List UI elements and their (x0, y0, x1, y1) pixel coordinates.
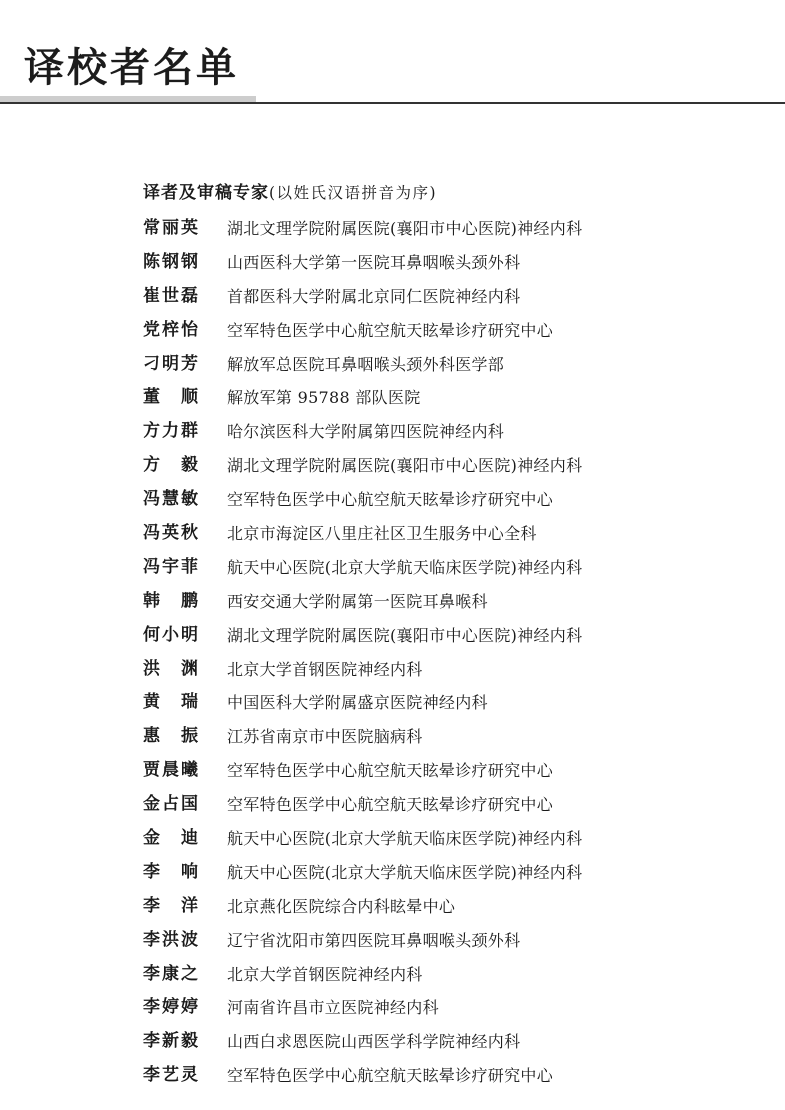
member-affiliation: 空军特色医学中心航空航天眩晕诊疗研究中心 (227, 490, 554, 510)
member-name: 李 洋 (143, 895, 200, 916)
list-item (143, 958, 582, 992)
member-name: 韩 鹏 (143, 590, 200, 611)
member-name: 刁明芳 (143, 353, 200, 374)
title-divider (0, 102, 785, 104)
member-affiliation: 西安交通大学附属第一医院耳鼻喉科 (227, 591, 488, 611)
list-item (143, 653, 582, 687)
member-name: 李 响 (143, 861, 200, 882)
member-name: 方力群 (143, 421, 200, 442)
list-item (143, 348, 582, 382)
list-item (143, 551, 582, 585)
member-affiliation: 空军特色医学中心航空航天眩晕诊疗研究中心 (227, 795, 554, 815)
member-affiliation: 北京大学首钢医院神经内科 (227, 964, 423, 984)
member-affiliation: 哈尔滨医科大学附属第四医院神经内科 (227, 422, 505, 442)
section-heading-note: (以姓氏汉语拼音为序) (269, 184, 438, 202)
list-item (143, 246, 582, 280)
member-list (143, 212, 582, 1093)
member-affiliation: 解放军第 95788 部队医院 (227, 388, 421, 408)
list-item (143, 822, 582, 856)
member-name: 李婷婷 (143, 997, 200, 1018)
member-affiliation: 首都医科大学附属北京同仁医院神经内科 (227, 286, 521, 306)
member-affiliation: 航天中心医院(北京大学航天临床医学院)神经内科 (227, 557, 583, 577)
member-affiliation: 山西白求恩医院山西医学科学院神经内科 (227, 1032, 521, 1052)
list-item (143, 991, 582, 1025)
member-affiliation: 辽宁省沈阳市第四医院耳鼻咽喉头颈外科 (227, 930, 521, 950)
list-item (143, 314, 582, 348)
list-item (143, 754, 582, 788)
member-affiliation: 北京大学首钢医院神经内科 (227, 659, 423, 679)
member-name: 陈钢钢 (143, 251, 200, 272)
member-name: 李艺灵 (143, 1065, 200, 1086)
member-affiliation: 航天中心医院(北京大学航天临床医学院)神经内科 (227, 862, 583, 882)
member-name: 惠 振 (143, 726, 200, 747)
list-item (143, 483, 582, 517)
member-name: 李洪波 (143, 929, 200, 950)
list-item (143, 585, 582, 619)
list-item (143, 890, 582, 924)
member-name: 李新毅 (143, 1031, 200, 1052)
member-name: 冯英秋 (143, 523, 200, 544)
member-affiliation: 空军特色医学中心航空航天眩晕诊疗研究中心 (227, 761, 554, 781)
list-item (143, 686, 582, 720)
list-item (143, 212, 582, 246)
member-name: 董 顺 (143, 387, 200, 408)
section-heading (143, 178, 437, 208)
member-name: 冯慧敏 (143, 489, 200, 510)
member-affiliation: 湖北文理学院附属医院(襄阳市中心医院)神经内科 (227, 456, 583, 476)
member-affiliation: 空军特色医学中心航空航天眩晕诊疗研究中心 (227, 320, 554, 340)
list-item (143, 1025, 582, 1059)
list-item (143, 517, 582, 551)
member-affiliation: 湖北文理学院附属医院(襄阳市中心医院)神经内科 (227, 625, 583, 645)
member-name: 党梓怡 (143, 319, 200, 340)
member-affiliation: 空军特色医学中心航空航天眩晕诊疗研究中心 (227, 1066, 554, 1086)
member-affiliation: 山西医科大学第一医院耳鼻咽喉头颈外科 (227, 252, 521, 272)
list-item (143, 619, 582, 653)
list-item (143, 788, 582, 822)
member-name: 金占国 (143, 794, 200, 815)
list-item (143, 924, 582, 958)
list-item (143, 415, 582, 449)
member-name: 贾晨曦 (143, 760, 200, 781)
list-item (143, 381, 582, 415)
list-item (143, 280, 582, 314)
list-item (143, 449, 582, 483)
member-affiliation: 航天中心医院(北京大学航天临床医学院)神经内科 (227, 829, 583, 849)
member-name: 常丽英 (143, 218, 200, 238)
member-name: 金 迪 (143, 828, 200, 849)
member-name: 何小明 (143, 624, 200, 645)
member-name: 洪 渊 (143, 658, 200, 679)
member-affiliation: 解放军总医院耳鼻咽喉头颈外科医学部 (227, 354, 505, 374)
member-name: 李康之 (143, 963, 200, 984)
section-heading-text: 译者及审稿专家 (143, 183, 269, 203)
list-item (143, 1059, 582, 1093)
member-name: 方 毅 (143, 455, 200, 476)
member-affiliation: 江苏省南京市中医院脑病科 (227, 727, 423, 747)
member-name: 崔世磊 (143, 285, 200, 306)
page-title: 译校者名单 (24, 45, 239, 91)
member-name: 冯宇菲 (143, 556, 200, 577)
member-name: 黄 瑞 (143, 692, 200, 713)
list-item (143, 720, 582, 754)
member-affiliation: 湖北文理学院附属医院(襄阳市中心医院)神经内科 (227, 219, 583, 238)
member-affiliation: 中国医科大学附属盛京医院神经内科 (227, 693, 488, 713)
list-item (143, 856, 582, 890)
member-affiliation: 河南省许昌市立医院神经内科 (227, 998, 439, 1018)
member-affiliation: 北京燕化医院综合内科眩晕中心 (227, 896, 456, 916)
member-affiliation: 北京市海淀区八里庄社区卫生服务中心全科 (227, 524, 537, 544)
